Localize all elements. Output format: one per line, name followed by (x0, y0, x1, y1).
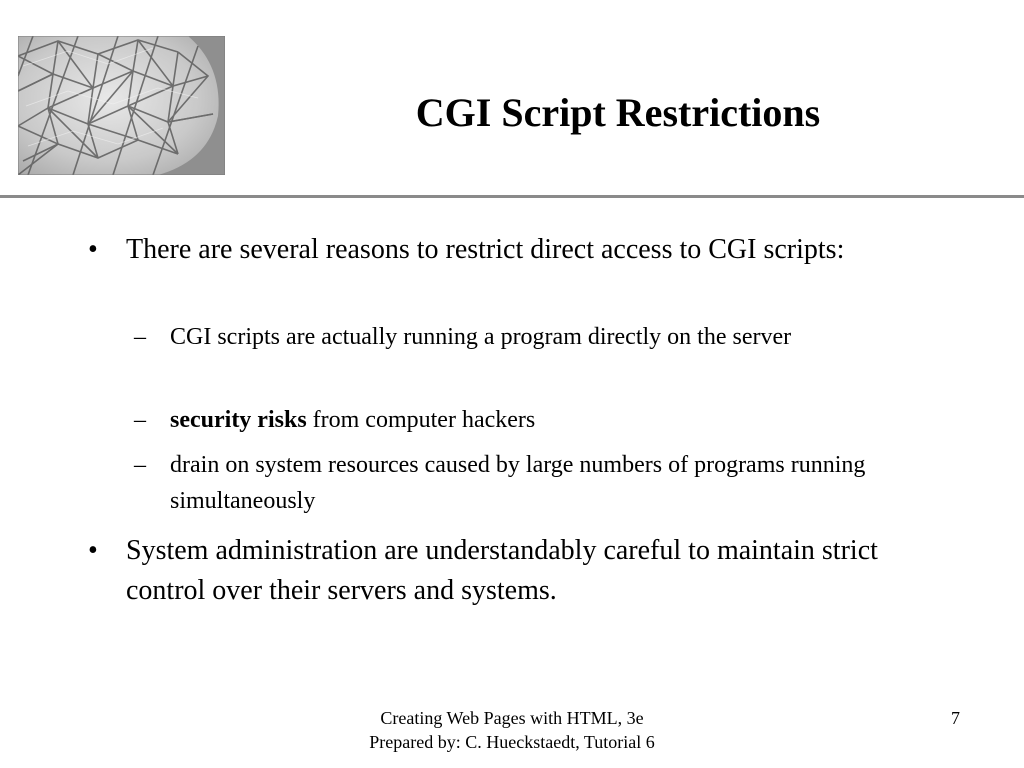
subbullet-text: drain on system resources caused by large numbers of programs running simultaneously (170, 452, 866, 514)
subbullet-marker: – (134, 452, 146, 478)
subbullet-marker: – (134, 324, 146, 350)
bullet-text: System administration are understandably careful to maintain strict control over their servers and systems. (126, 535, 878, 606)
bullet-marker: • (88, 234, 98, 265)
slide-footer (312, 706, 712, 754)
subbullet-bold-text: security risks (170, 407, 307, 433)
footer-line-1: Creating Web Pages with HTML, 3e (380, 708, 644, 728)
subbullet-rest-text: from computer hackers (306, 407, 536, 433)
subbullet-marker: – (134, 407, 146, 433)
page-number: 7 (951, 708, 960, 728)
subbullet-text: CGI scripts are actually running a program directly on the server (170, 324, 792, 350)
slide-title: CGI Script Restrictions (415, 90, 821, 135)
footer-line-2: Prepared by: C. Hueckstaedt, Tutorial 6 (369, 732, 655, 752)
bullet-marker: • (88, 535, 98, 566)
subbullet-text (170, 402, 930, 438)
title-divider (0, 195, 1024, 198)
geodesic-dome-photo (18, 36, 225, 175)
bullet-text: There are several reasons to restrict direct access to CGI scripts: (126, 234, 845, 265)
